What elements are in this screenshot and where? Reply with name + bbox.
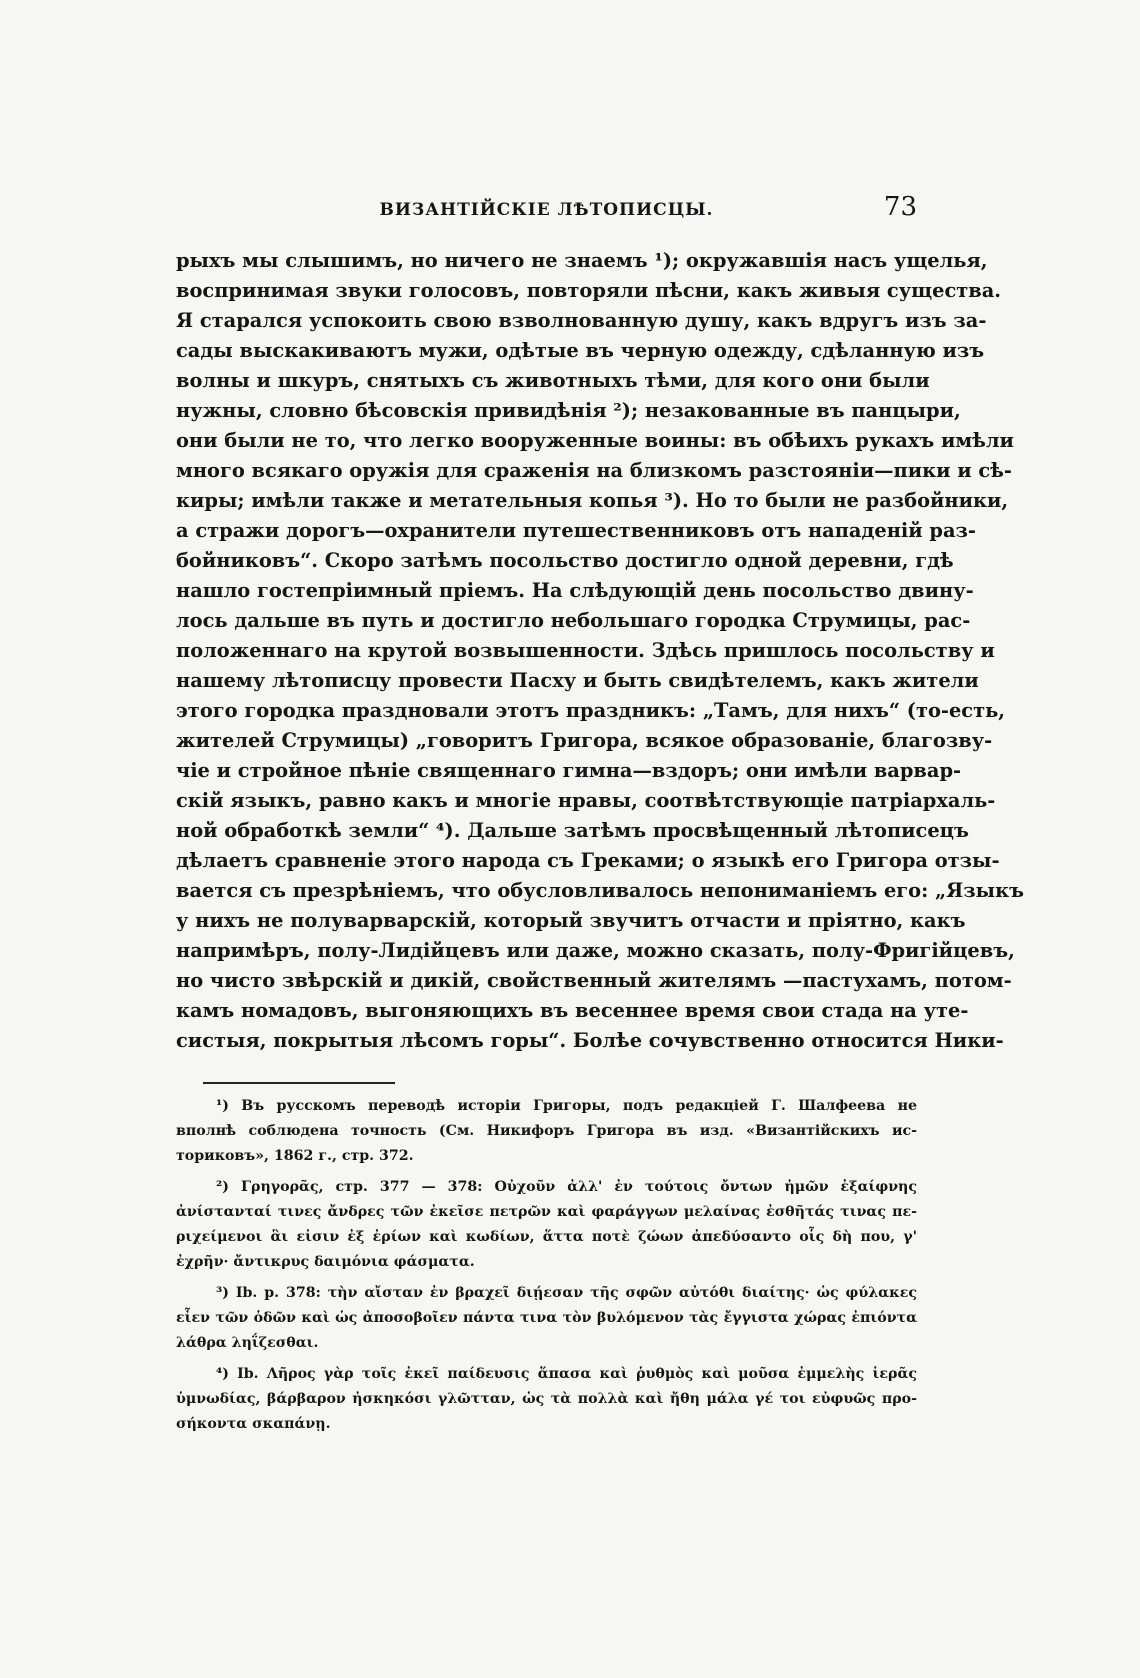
body-line: напримѣръ, полу-Лидійцевъ или даже, можно сказать, полу-Фригійцевъ,	[176, 939, 1015, 962]
body-text	[176, 246, 1024, 1056]
body-line: но чисто звѣрскій и дикій, свойственный жителямъ —пастухамъ, потом-	[176, 969, 1012, 992]
footnote-line: ³) Ib. p. 378: τὴν αἴσταν ἐν βραχεῖ διῄεσαν τῆς σφῶν αὐτόθι διαίτης· ὡς φύλακες	[216, 1285, 917, 1301]
body-line: положеннаго на крутой возвышенности. Здѣсь пришлось посольству и	[176, 639, 995, 662]
body-line: сады выскакиваютъ мужи, одѣтые въ черную одежду, сдѣланную изъ	[176, 339, 985, 362]
body-line: воспринимая звуки голосовъ, повторяли пѣсни, какъ живыя существа.	[176, 279, 1002, 302]
footnote-line: ⁴) Ib. Λῆρος γὰρ τοῖς ἐκεῖ παίδευσις ἅπασα καὶ ῥυθμὸς καὶ μοῦσα ἐμμελὴς ἱερᾶς	[216, 1366, 917, 1382]
page-number: 73	[883, 192, 917, 222]
body-line: нашло гостепріимный пріемъ. На слѣдующій день посольство двину-	[176, 579, 974, 602]
body-line: они были не то, что легко вооруженные воины: въ обѣихъ рукахъ имѣли	[176, 429, 1014, 452]
body-line: Я старался успокоить свою взволнованную душу, какъ вдругъ изъ за-	[176, 309, 987, 332]
footnote-line: ριχείμενοι ἃι εἰσιν ἐξ ἐρίων καὶ κωδίων, ἅττα ποτὲ ζώων ἀπεδύσαντο οἷς δὴ που, γ'	[176, 1229, 917, 1245]
body-line: много всякаго оружія для сраженія на близкомъ разстояніи—пики и сѣ-	[176, 459, 1012, 482]
body-line: а стражи дорогъ—охранители путешественниковъ отъ нападеній раз-	[176, 519, 976, 542]
footnote	[176, 1175, 917, 1275]
footnote-line: вполнѣ соблюдена точность (См. Никифоръ Григора въ изд. «Византійскихъ ис-	[176, 1123, 917, 1139]
body-line: киры; имѣли также и метательныя копья ³). Но то были не разбойники,	[176, 489, 1009, 512]
body-line: систыя, покрытыя лѣсомъ горы“. Болѣе сочувственно относится Ники-	[176, 1029, 1004, 1052]
footnote	[176, 1362, 917, 1437]
footnote	[176, 1281, 917, 1356]
footnote-line: λάθρα ληΐζεσθαι.	[176, 1335, 319, 1351]
footnote-line: εἶεν τῶν ὁδῶν καὶ ὡς ἀποσοβοῖεν πάντα τινα τὸν βυλόμενον τὰς ἔγγιστα χώρας ἐπιόντα	[176, 1310, 917, 1326]
body-line: вается съ презрѣніемъ, что обусловливалось непониманіемъ его: „Языкъ	[176, 879, 1024, 902]
body-line: нашему лѣтописцу провести Пасху и быть свидѣтелемъ, какъ жители	[176, 669, 979, 692]
body-line: этого городка праздновали этотъ праздникъ: „Тамъ, для нихъ“ (то-есть,	[176, 699, 1006, 722]
footnote-line: ἀνίστανταί τινες ἄνδρες τῶν ἐκεῖσε πετρῶν καὶ φαράγγων μελαίνας ἐσθῆτάς τινας πε-	[176, 1204, 917, 1220]
body-line: нужны, словно бѣсовскія привидѣнія ²); незакованные въ панцыри,	[176, 399, 961, 422]
footnote-line: ἐχρῆν· ἄντικρυς δαιμόνια φάσματα.	[176, 1254, 475, 1270]
body-line: лось дальше въ путь и достигло небольшаго городка Струмицы, рас-	[176, 609, 971, 632]
footnote-line: σήκοντα σκαπάνῃ.	[176, 1416, 331, 1432]
footnote-line: ториковъ», 1862 г., стр. 372.	[176, 1148, 414, 1164]
footnote-rule	[203, 1082, 395, 1084]
footnote-line: ²) Γρηγορᾶς, стр. 377 — 378: Οὐχοῦν ἀλλ' ἐν τούτοις ὄντων ἡμῶν ἐξαίφνης	[216, 1179, 917, 1195]
body-line: чіе и стройное пѣніе священнаго гимна—вздоръ; они имѣли варвар-	[176, 759, 962, 782]
page-header	[176, 194, 917, 234]
body-line: рыхъ мы слышимъ, но ничего не знаемъ ¹); окружавшія насъ ущелья,	[176, 249, 988, 272]
body-line: у нихъ не полуварварскій, который звучитъ отчасти и пріятно, какъ	[176, 909, 966, 932]
body-line: ной обработкѣ земли“ ⁴). Дальше затѣмъ просвѣщенный лѣтописецъ	[176, 819, 969, 842]
footnote-line: ¹) Въ русскомъ переводѣ исторіи Григоры, подъ редакціей Г. Шалфеева не	[216, 1098, 917, 1114]
body-line: волны и шкуръ, снятыхъ съ животныхъ тѣми, для кого они были	[176, 369, 930, 392]
body-line: бойниковъ“. Скоро затѣмъ посольство достигло одной деревни, гдѣ	[176, 549, 954, 572]
footnotes	[176, 1094, 917, 1443]
body-line: скій языкъ, равно какъ и многіе нравы, соотвѣтствующіе патріархаль-	[176, 789, 996, 812]
body-line: жителей Струмицы) „говоритъ Григора, всякое образованіе, благозву-	[176, 729, 993, 752]
footnote-line: ὑμνωδίας, βάρβαρον ἠσκηκόσι γλῶτταν, ὡς τὰ πολλὰ καὶ ἤθη μάλα γέ τοι εὐφυῶς προ-	[176, 1391, 917, 1407]
running-head: ВИЗАНТІЙСКІЕ ЛѢТОПИСЦЫ.	[379, 200, 714, 220]
footnote	[176, 1094, 917, 1169]
body-line: дѣлаетъ сравненіе этого народа съ Греками; о языкѣ его Григора отзы-	[176, 849, 1000, 872]
body-line: камъ номадовъ, выгоняющихъ въ весеннее время свои стада на уте-	[176, 999, 969, 1022]
